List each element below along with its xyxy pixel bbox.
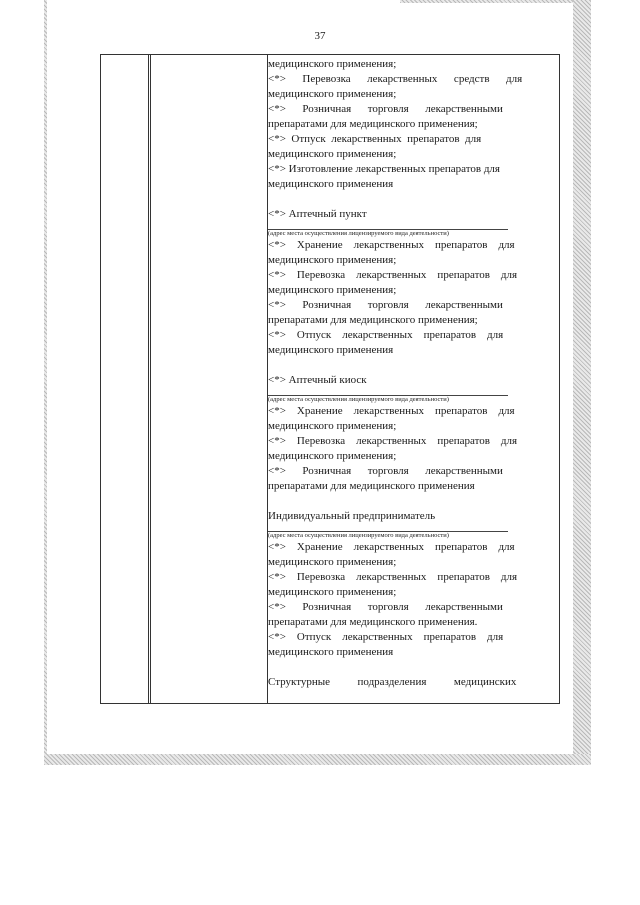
text-line: <*> Перевозка лекарственных препаратов для [268,269,518,281]
text-line: <*> Розничная торговля лекарственными [268,465,503,477]
section-heading: <*> Аптечный пункт [268,208,367,220]
text-line: медицинского применения; [268,254,397,266]
scan-border-top [400,0,575,3]
text-line: <*> Изготовление лекарственных препаратов для [268,163,500,175]
section-heading: <*> Аптечный киоск [268,374,367,386]
text-line: <*> Отпуск лекарственных препаратов для [268,133,482,145]
text-line: медицинского применения; [268,58,397,70]
table-cell-activities [268,57,556,690]
scan-border-right [573,0,591,765]
section-heading: Структурные подразделения медицинских [268,676,517,688]
spacer [268,660,556,675]
scan-border-bottom [44,754,591,765]
text-line: медицинского применения [268,344,394,356]
address-caption: (адрес места осуществления лицензируемого вида деятельности) [268,396,449,403]
text-line: медицинского применения; [268,556,397,568]
text-line: <*> Розничная торговля лекарственными [268,601,503,613]
text-line: медицинского применения; [268,420,397,432]
page-number: 37 [314,30,326,42]
text-line: медицинского применения; [268,284,397,296]
text-line: препаратами для медицинского применения; [268,118,478,130]
text-line: <*> Отпуск лекарственных препаратов для [268,631,504,643]
text-line: <*> Розничная торговля лекарственными [268,103,503,115]
text-line: медицинского применения; [268,148,397,160]
spacer [268,192,556,207]
section-heading: Индивидуальный предприниматель [268,510,436,522]
text-line: препаратами для медицинского применения [268,480,475,492]
text-line: <*> Перевозка лекарственных средств для [268,73,523,85]
text-line: медицинского применения [268,646,394,658]
text-line: <*> Перевозка лекарственных препаратов для [268,571,518,583]
text-line: препаратами для медицинского применения; [268,314,478,326]
text-line: <*> Хранение лекарственных препаратов для [268,239,515,251]
text-line: медицинского применения [268,178,394,190]
spacer [268,494,556,509]
text-line: <*> Хранение лекарственных препаратов для [268,541,515,553]
text-line: <*> Розничная торговля лекарственными [268,299,503,311]
text-line: медицинского применения; [268,88,397,100]
table-column-divider [148,55,149,703]
text-line: <*> Перевозка лекарственных препаратов для [268,435,518,447]
address-caption: (адрес места осуществления лицензируемого вида деятельности) [268,532,449,539]
spacer [268,358,556,373]
text-line: медицинского применения; [268,450,397,462]
text-line: <*> Отпуск лекарственных препаратов для [268,329,504,341]
text-line: <*> Хранение лекарственных препаратов для [268,405,515,417]
text-line: медицинского применения; [268,586,397,598]
address-caption: (адрес места осуществления лицензируемого вида деятельности) [268,230,449,237]
text-line: препаратами для медицинского применения. [268,616,478,628]
scan-border-left [44,0,47,765]
table-column-divider [150,55,151,703]
